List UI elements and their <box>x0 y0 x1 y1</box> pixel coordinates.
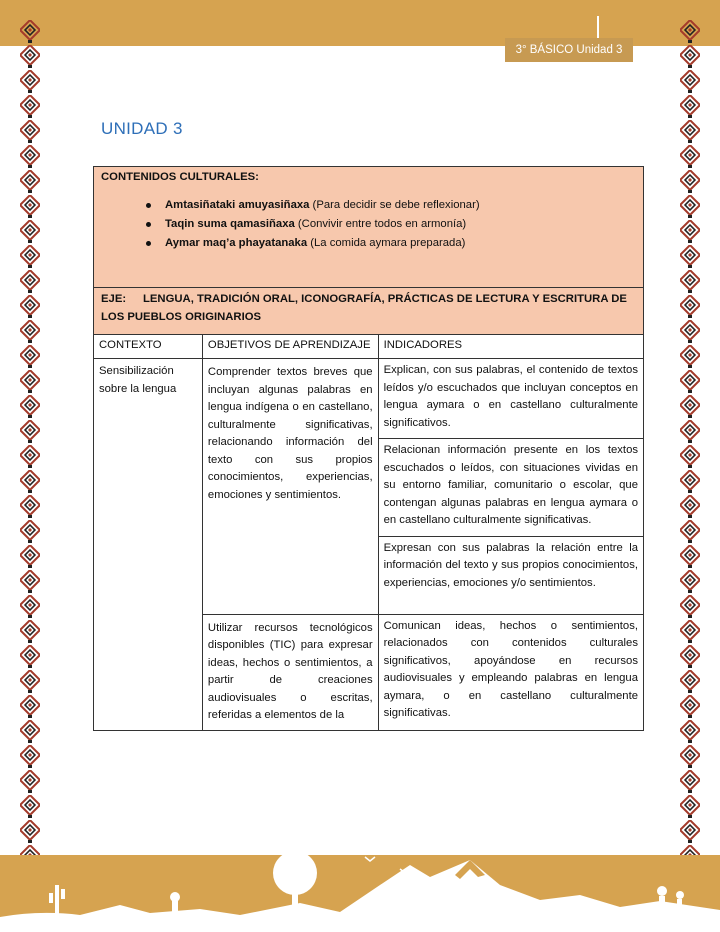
andean-landscape-silhouette-icon <box>0 855 720 932</box>
eje-text: LENGUA, TRADICIÓN ORAL, ICONOGRAFÍA, PRÁCTICAS DE LECTURA Y ESCRITURA DE LOS PUEBLOS ORIGINARIOS <box>101 293 627 323</box>
cultural-list <box>165 197 636 253</box>
indicator-cell: Relacionan información presente en los textos escuchados o leídos, con situaciones vividas en su entorno familiar, comunitario o escolar, que contengan algunas palabras en lengua aymara o en castellano culturalmente significativas. <box>378 439 643 537</box>
eje-cell <box>94 288 644 335</box>
header-row <box>94 335 644 359</box>
eje-label: EJE: <box>101 293 127 305</box>
cultural-term: Taqin suma qamasiñaxa <box>165 217 295 230</box>
objective-cell: Utilizar recursos tecnológicos disponibles (TIC) para expresar ideas, hechos o sentimientos, a partir de creaciones audiovisuales o escritas, referidas a elementos de la <box>202 614 378 730</box>
cultural-row <box>94 167 644 288</box>
cultural-gloss: (La comida aymara preparada) <box>307 236 466 249</box>
context-cell: Sensibilización sobre la lengua <box>94 359 203 731</box>
table-row <box>94 359 644 439</box>
bottom-landscape-band <box>0 855 720 932</box>
badge-tick <box>597 16 599 38</box>
andean-diamond-motif-icon <box>20 20 40 855</box>
objective-cell: Comprender textos breves que incluyan algunas palabras en lengua indígena o en castellano, culturalmente significativas, relacionando información del texto con sus propios conocimientos, experiencias, emociones y sentimientos. <box>202 359 378 615</box>
cultural-term: Amtasiñataki amuyasiñaxa <box>165 198 310 211</box>
cultural-term: Aymar maq’a phayatanaka <box>165 236 308 249</box>
andean-diamond-motif-icon <box>680 20 700 855</box>
cultural-gloss: (Convivir entre todos en armonía) <box>294 217 467 230</box>
right-pattern-border <box>680 20 700 855</box>
curriculum-table <box>93 166 644 731</box>
column-header-objetivos: OBJETIVOS DE APRENDIZAJE <box>202 335 378 359</box>
eje-row <box>94 288 644 335</box>
page-title: UNIDAD 3 <box>101 119 183 138</box>
column-header-contexto: CONTEXTO <box>94 335 203 359</box>
indicator-cell: Expresan con sus palabras la relación entre la información del texto y sus propios conocimientos, experiencias, emociones y/o sentimientos. <box>378 536 643 614</box>
grade-unit-badge: 3° BÁSICO Unidad 3 <box>505 38 633 62</box>
cultural-heading: CONTENIDOS CULTURALES: <box>101 171 259 183</box>
indicator-cell: Comunican ideas, hechos o sentimientos, relacionados con contenidos culturales significativos, apoyándose en recursos audiovisuales y empleando palabras en lengua aymara, o en castellano culturalmente significativas. <box>378 614 643 730</box>
list-item <box>165 197 636 215</box>
indicator-cell: Explican, con sus palabras, el contenido de textos leídos y/o escuchados que incluyan conceptos en lengua aymara o en castellano culturalmente significativos. <box>378 359 643 439</box>
cultural-gloss: (Para decidir se debe reflexionar) <box>309 198 480 211</box>
column-header-indicadores: INDICADORES <box>378 335 643 359</box>
left-pattern-border <box>20 20 40 855</box>
cultural-contents-cell <box>94 167 644 288</box>
list-item <box>165 235 636 253</box>
list-item <box>165 216 636 234</box>
